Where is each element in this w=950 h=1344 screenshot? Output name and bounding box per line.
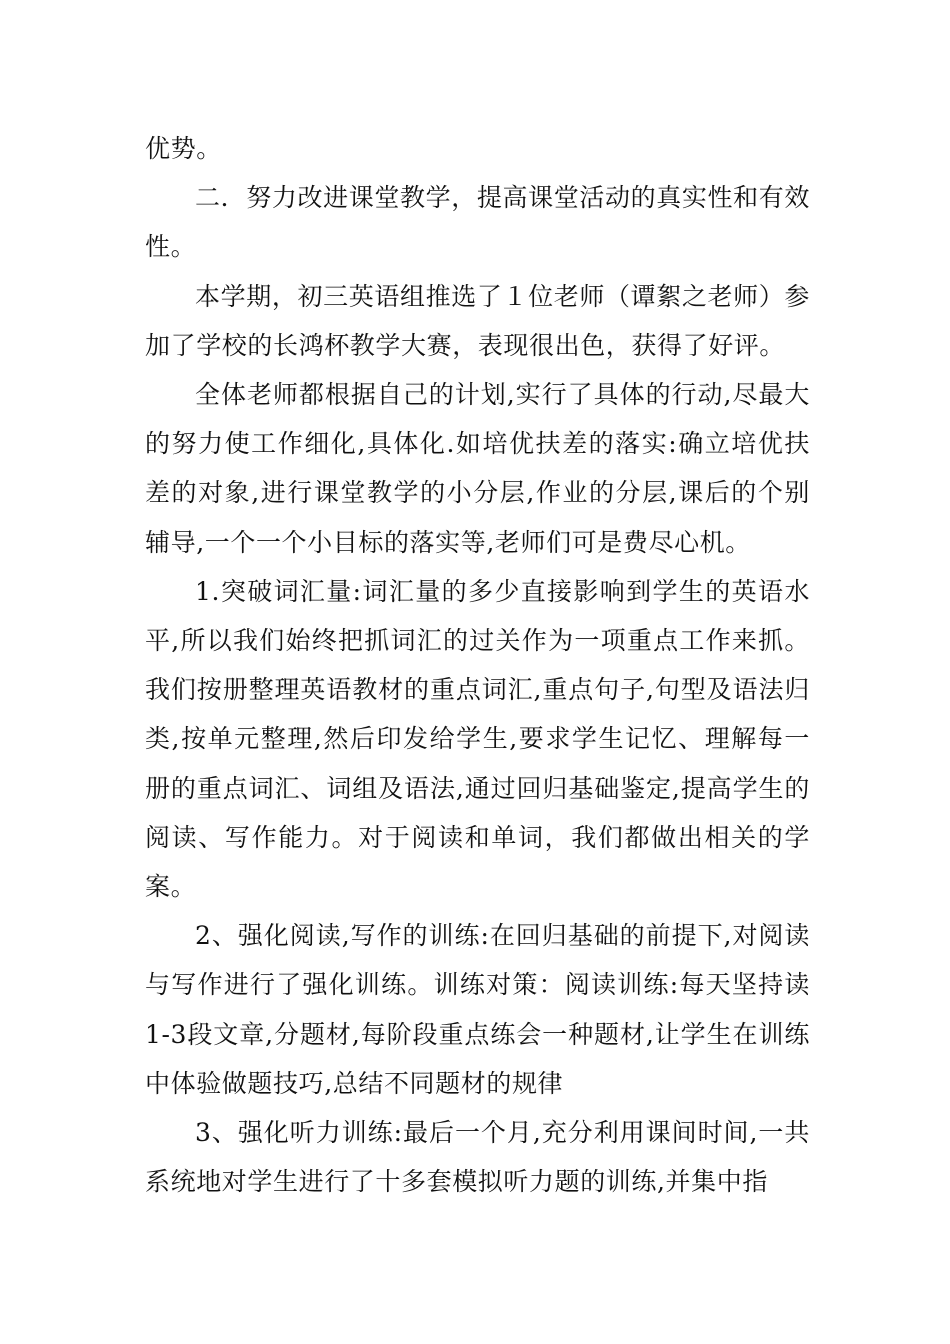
paragraph-vocabulary: 1.突破词汇量:词汇量的多少直接影响到学生的英语水平,所以我们始终把抓词汇的过关作为一项重点工作来抓。我们按册整理英语教材的重点词汇,重点句子,句型及语法归类,按单元整理,然后印发给学生,要求学生记忆、理解每一册的重点词汇、词组及语法,通过回归基础鉴定,提高学生的阅读、写作能力。对于阅读和单词，我们都做出相关的学案。 bbox=[145, 576, 810, 902]
paragraph-section-heading: 二．努力改进课堂教学，提高课堂活动的真实性和有效性。 bbox=[145, 183, 810, 262]
paragraph-listening: 3、强化听力训练:最后一个月,充分利用课间时间,一共系统地对学生进行了十多套模拟听力题的训练,并集中指 bbox=[145, 1118, 810, 1197]
document-body bbox=[145, 124, 810, 1206]
paragraph-reading-writing: 2、强化阅读,写作的训练:在回归基础的前提下,对阅读与写作进行了强化训练。训练对策：阅读训练:每天坚持读1-3段文章,分题材,每阶段重点练会一种题材,让学生在训练中体验做题技巧,总结不同题材的规律 bbox=[145, 921, 810, 1098]
paragraph-teacher-actions: 全体老师都根据自己的计划,实行了具体的行动,尽最大的努力使工作细化,具体化.如培优扶差的落实:确立培优扶差的对象,进行课堂教学的小分层,作业的分层,课后的个别辅导,一个一个小目标的落实等,老师们可是费尽心机。 bbox=[145, 380, 810, 557]
paragraph-teaching-contest: 本学期，初三英语组推选了１位老师（谭絮之老师）参加了学校的长鸿杯教学大赛，表现很出色，获得了好评。 bbox=[145, 281, 810, 360]
paragraph-continuation: 优势。 bbox=[145, 134, 222, 163]
